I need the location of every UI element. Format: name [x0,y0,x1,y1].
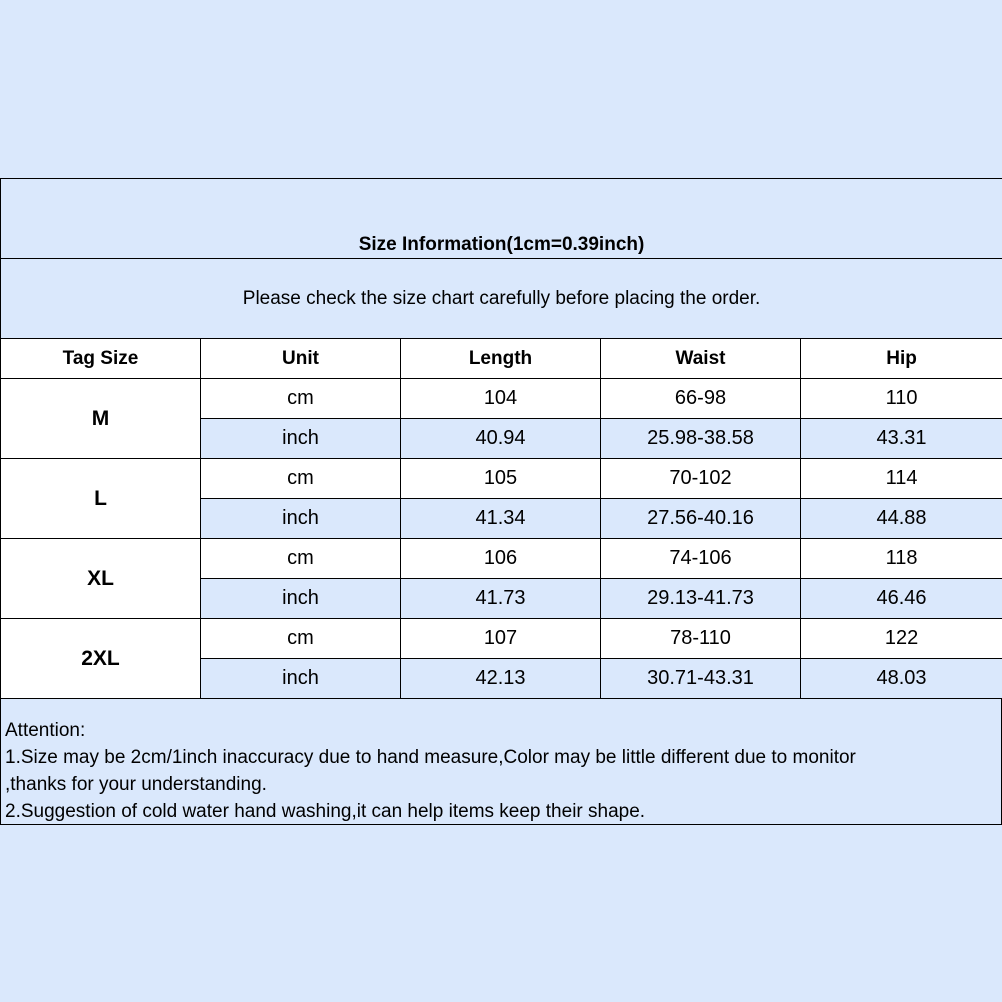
hip-cell: 114 [801,459,1002,499]
header-length: Length [401,339,601,379]
header-tag-size: Tag Size [1,339,201,379]
hip-cell: 122 [801,619,1002,659]
unit-cell: inch [201,579,401,619]
attention-line: 1.Size may be 2cm/1inch inaccuracy due to hand measure,Color may be little different due to monitor [5,747,856,768]
length-cell: 107 [401,619,601,659]
waist-cell: 78-110 [601,619,801,659]
chart-title: Size Information(1cm=0.39inch) [1,179,1002,259]
length-cell: 41.34 [401,499,601,539]
waist-cell: 27.56-40.16 [601,499,801,539]
tag-size-cell: XL [1,539,201,619]
attention-line: 2.Suggestion of cold water hand washing,it can help items keep their shape. [5,801,646,822]
unit-cell: cm [201,379,401,419]
unit-cell: inch [201,499,401,539]
waist-cell: 29.13-41.73 [601,579,801,619]
table-row [1,459,1002,499]
unit-cell: cm [201,619,401,659]
length-cell: 41.73 [401,579,601,619]
header-waist: Waist [601,339,801,379]
length-cell: 105 [401,459,601,499]
header-row [1,339,1002,379]
hip-cell: 48.03 [801,659,1002,699]
waist-cell: 25.98-38.58 [601,419,801,459]
unit-cell: cm [201,459,401,499]
waist-cell: 66-98 [601,379,801,419]
header-hip: Hip [801,339,1002,379]
table-row [1,379,1002,419]
tag-size-cell: L [1,459,201,539]
hip-cell: 46.46 [801,579,1002,619]
chart-note: Please check the size chart carefully before placing the order. [1,259,1002,339]
hip-cell: 44.88 [801,499,1002,539]
size-table [0,178,1002,699]
attention-line: ,thanks for your understanding. [5,774,267,795]
tag-size-cell: M [1,379,201,459]
table-row [1,539,1002,579]
unit-cell: inch [201,659,401,699]
attention-heading: Attention: [5,720,86,741]
waist-cell: 74-106 [601,539,801,579]
length-cell: 42.13 [401,659,601,699]
size-chart [0,178,1002,825]
hip-cell: 110 [801,379,1002,419]
tag-size-cell: 2XL [1,619,201,699]
header-unit: Unit [201,339,401,379]
unit-cell: inch [201,419,401,459]
table-row [1,619,1002,659]
hip-cell: 43.31 [801,419,1002,459]
waist-cell: 30.71-43.31 [601,659,801,699]
waist-cell: 70-102 [601,459,801,499]
attention-notes [0,699,1002,825]
unit-cell: cm [201,539,401,579]
length-cell: 106 [401,539,601,579]
length-cell: 40.94 [401,419,601,459]
hip-cell: 118 [801,539,1002,579]
length-cell: 104 [401,379,601,419]
